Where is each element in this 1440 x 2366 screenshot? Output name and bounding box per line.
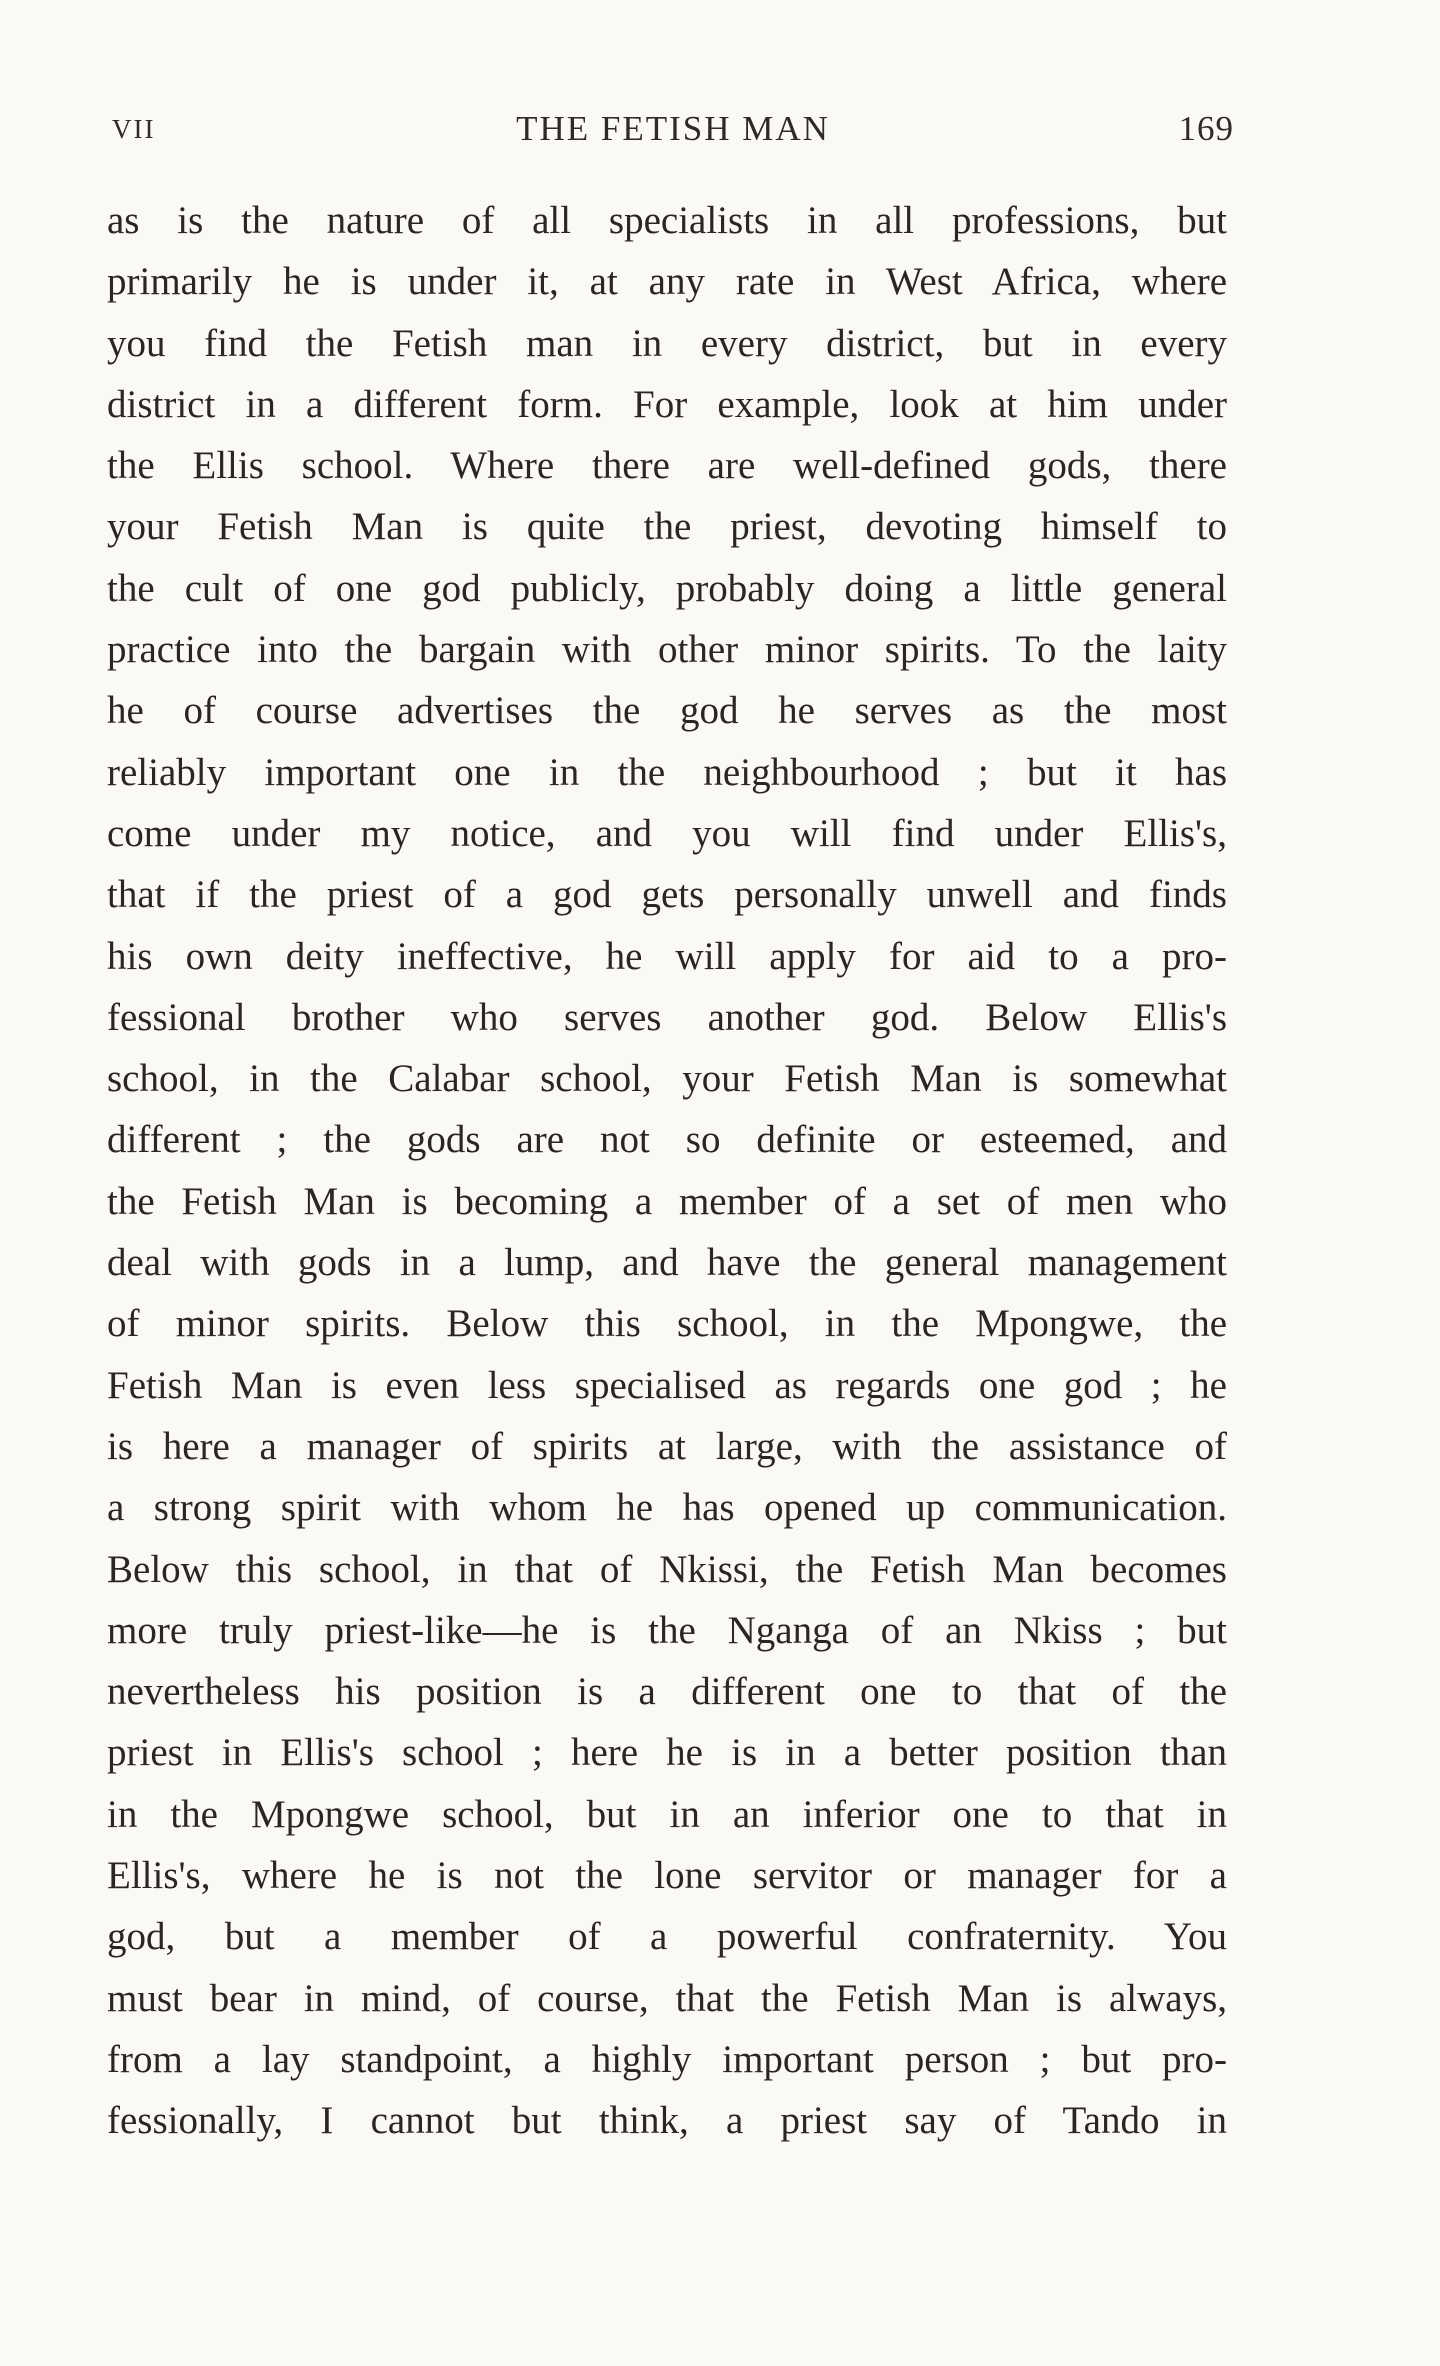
text-line: the Fetish Man is becoming a member of a set of men who <box>107 1179 1227 1223</box>
text-line: you find the Fetish man in every district, but in every <box>107 321 1227 365</box>
text-line: come under my notice, and you will find under Ellis's, <box>107 811 1227 855</box>
text-line: Below this school, in that of Nkissi, the Fetish Man becomes <box>107 1547 1227 1591</box>
text-line: priest in Ellis's school ; here he is in a better position than <box>107 1731 1227 1775</box>
text-line: fessionally, I cannot but think, a priest say of Tando in <box>107 2099 1227 2143</box>
text-line: Fetish Man is even less specialised as regards one god ; he <box>107 1363 1227 1407</box>
text-line: of minor spirits. Below this school, in the Mpongwe, the <box>107 1302 1227 1346</box>
text-line: fessional brother who serves another god. Below Ellis's <box>107 995 1227 1039</box>
text-line: his own deity ineffective, he will apply for aid to a pro- <box>107 934 1227 978</box>
text-line: deal with gods in a lump, and have the general management <box>107 1241 1227 1285</box>
text-line: primarily he is under it, at any rate in West Africa, where <box>107 260 1227 304</box>
text-line: in the Mpongwe school, but in an inferior one to that in <box>107 1792 1227 1836</box>
page-number: 169 <box>1178 109 1234 148</box>
chapter-number: VII <box>112 114 156 144</box>
text-line: is here a manager of spirits at large, with the assistance of <box>107 1424 1227 1468</box>
text-line: from a lay standpoint, a highly important person ; but pro- <box>107 2037 1227 2081</box>
text-line: different ; the gods are not so definite or esteemed, and <box>107 1118 1227 1162</box>
text-line: school, in the Calabar school, your Fetish Man is somewhat <box>107 1057 1227 1101</box>
text-line: he of course advertises the god he serves as the most <box>107 689 1227 733</box>
text-line: more truly priest-like—he is the Nganga of an Nkiss ; but <box>107 1608 1227 1652</box>
text-line: practice into the bargain with other minor spirits. To the laity <box>107 628 1227 672</box>
text-line: your Fetish Man is quite the priest, devoting himself to <box>107 505 1227 549</box>
text-line: the cult of one god publicly, probably doing a little general <box>107 566 1227 610</box>
body-text <box>107 190 1227 2152</box>
running-head <box>112 104 1234 154</box>
text-line: the Ellis school. Where there are well-defined gods, there <box>107 444 1227 488</box>
chapter-title: THE FETISH MAN <box>516 109 830 148</box>
text-line: reliably important one in the neighbourhood ; but it has <box>107 750 1227 794</box>
text-line: must bear in mind, of course, that the Fetish Man is always, <box>107 1976 1227 2020</box>
text-line: nevertheless his position is a different one to that of the <box>107 1670 1227 1714</box>
text-line: god, but a member of a powerful confraternity. You <box>107 1915 1227 1959</box>
text-line: that if the priest of a god gets personally unwell and finds <box>107 873 1227 917</box>
text-line: a strong spirit with whom he has opened up communication. <box>107 1486 1227 1530</box>
text-line: as is the nature of all specialists in all professions, but <box>107 199 1227 242</box>
text-line: Ellis's, where he is not the lone servitor or manager for a <box>107 1854 1227 1898</box>
text-line: district in a different form. For example, look at him under <box>107 382 1227 426</box>
